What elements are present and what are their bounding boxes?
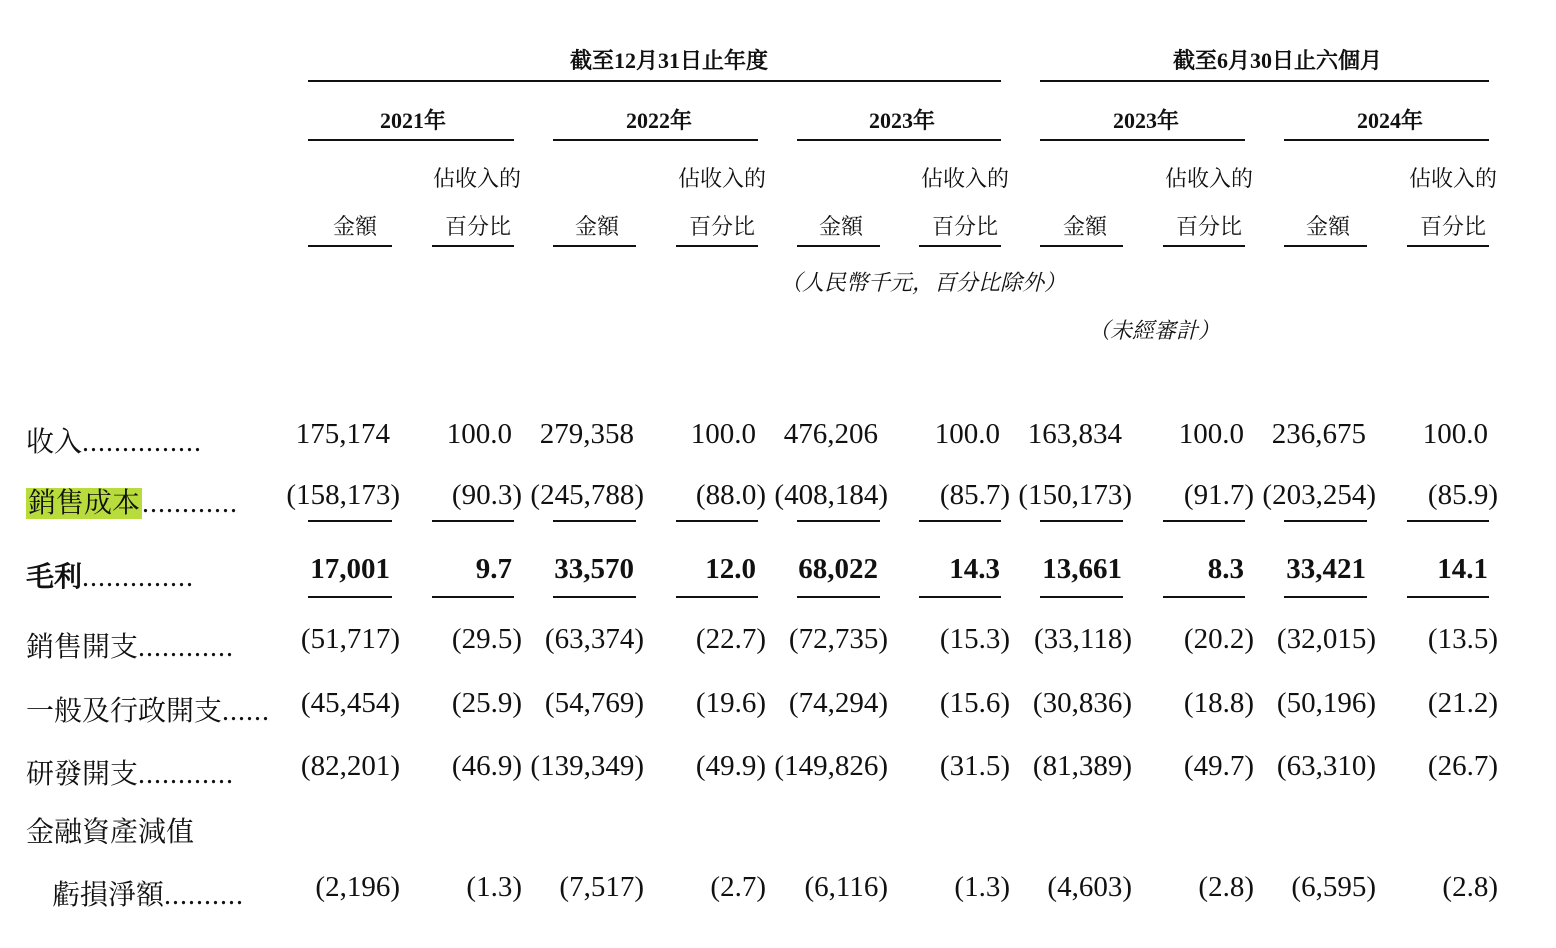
table-cell: 33,570 — [554, 553, 634, 585]
gross-profit-rule — [1163, 596, 1245, 598]
table-cell: (203,254) — [1262, 479, 1376, 511]
table-cell: 12.0 — [705, 553, 756, 585]
table-cell: (25.9) — [451, 687, 522, 719]
subheader-rule — [308, 245, 392, 247]
table-cell: (46.9) — [451, 750, 522, 782]
table-cell: (158,173) — [286, 479, 400, 511]
table-cell: (2.8) — [1442, 871, 1498, 903]
table-cell: (1.3) — [954, 871, 1010, 903]
amount-header: 金額 — [333, 214, 378, 239]
subtotal-rule — [553, 520, 636, 522]
table-cell: (15.6) — [939, 687, 1010, 719]
pct-header-line2: 百分比 — [689, 214, 756, 239]
amount-header: 金額 — [575, 214, 620, 239]
pct-header-line1: 佔收入的 — [1409, 166, 1498, 191]
gross-profit-rule — [676, 596, 758, 598]
table-cell: (85.9) — [1427, 479, 1498, 511]
table-cell: (13.5) — [1427, 623, 1498, 655]
subtotal-rule — [919, 520, 1001, 522]
gross-profit-rule — [919, 596, 1001, 598]
gross-profit-rule — [1407, 596, 1489, 598]
table-cell: (1.3) — [466, 871, 522, 903]
table-cell: (139,349) — [530, 750, 644, 782]
table-cell: (20.2) — [1183, 623, 1254, 655]
table-cell: 175,174 — [295, 418, 390, 450]
gross-profit-rule — [553, 596, 636, 598]
gross-profit-rule — [432, 596, 514, 598]
group-rule-fiscal-year — [308, 80, 1001, 82]
table-cell: (2,196) — [315, 871, 400, 903]
table-cell: 236,675 — [1271, 418, 1366, 450]
table-cell: (88.0) — [695, 479, 766, 511]
table-cell: 68,022 — [798, 553, 878, 585]
table-cell: 476,206 — [783, 418, 878, 450]
table-cell: (408,184) — [774, 479, 888, 511]
group-title-fiscal-year: 截至12月31日止年度 — [570, 48, 769, 73]
subheader-rule — [676, 245, 758, 247]
currency-note: （人民幣千元，百分比除外） — [780, 270, 1067, 295]
table-cell: (90.3) — [451, 479, 522, 511]
table-cell: 17,001 — [310, 553, 390, 585]
table-cell: (85.7) — [939, 479, 1010, 511]
table-cell: (19.6) — [695, 687, 766, 719]
unaudited-note: （未經審計） — [1088, 318, 1221, 343]
table-cell: 14.1 — [1437, 553, 1488, 585]
table-cell: (30,836) — [1032, 687, 1132, 719]
subtotal-rule — [676, 520, 758, 522]
table-cell: (50,196) — [1276, 687, 1376, 719]
gross-profit-rule — [1040, 596, 1123, 598]
year-header-2022: 2022年 — [626, 108, 693, 133]
pct-header-line1: 佔收入的 — [433, 166, 522, 191]
group-rule-six-months — [1040, 80, 1489, 82]
table-cell: 8.3 — [1207, 553, 1244, 585]
subheader-rule — [1163, 245, 1245, 247]
subheader-rule — [1284, 245, 1367, 247]
table-cell: 100.0 — [1178, 418, 1244, 450]
subheader-rule — [1407, 245, 1489, 247]
table-cell: (51,717) — [300, 623, 400, 655]
row-label-gross-profit: 毛利.............. — [26, 562, 195, 593]
pct-header-line2: 百分比 — [932, 214, 999, 239]
year-rule — [1040, 139, 1245, 141]
table-cell: (6,595) — [1291, 871, 1376, 903]
row-label-revenue: 收入............... — [26, 427, 203, 458]
subheader-rule — [919, 245, 1001, 247]
table-cell: (33,118) — [1034, 623, 1132, 655]
table-cell: (31.5) — [939, 750, 1010, 782]
row-label-impairment-line1: 金融資產減值 — [26, 817, 195, 848]
year-rule — [308, 139, 514, 141]
table-cell: (21.2) — [1427, 687, 1498, 719]
year-rule — [797, 139, 1001, 141]
group-title-six-months: 截至6月30日止六個月 — [1173, 48, 1383, 73]
subtotal-rule — [797, 520, 880, 522]
amount-header: 金額 — [1063, 214, 1108, 239]
subtotal-rule — [432, 520, 514, 522]
row-label-impairment-line2: 虧損淨額.......... — [52, 880, 245, 911]
subheader-rule — [797, 245, 880, 247]
table-cell: (22.7) — [695, 623, 766, 655]
pct-header-line1: 佔收入的 — [921, 166, 1010, 191]
table-cell: (2.8) — [1198, 871, 1254, 903]
amount-header: 金額 — [1306, 214, 1351, 239]
year-rule — [1284, 139, 1489, 141]
table-cell: (4,603) — [1047, 871, 1132, 903]
table-cell: 33,421 — [1286, 553, 1366, 585]
table-cell: 100.0 — [446, 418, 512, 450]
year-header-2024-h1: 2024年 — [1357, 108, 1424, 133]
pct-header-line1: 佔收入的 — [1165, 166, 1254, 191]
row-label-cost-of-sales: 銷售成本............ — [28, 488, 239, 519]
table-cell: (45,454) — [300, 687, 400, 719]
table-cell: (32,015) — [1276, 623, 1376, 655]
highlight-mark: 銷售成本 — [28, 488, 141, 519]
table-cell: (91.7) — [1183, 479, 1254, 511]
table-cell: 9.7 — [475, 553, 512, 585]
row-label-rd-expenses: 研發開支............ — [26, 759, 235, 790]
gross-profit-rule — [797, 596, 880, 598]
table-cell: (54,769) — [544, 687, 644, 719]
table-cell: 100.0 — [1422, 418, 1488, 450]
pct-header-line2: 百分比 — [1176, 214, 1243, 239]
table-cell: (72,735) — [788, 623, 888, 655]
table-cell: (49.7) — [1183, 750, 1254, 782]
gross-profit-rule — [1284, 596, 1367, 598]
subheader-rule — [553, 245, 636, 247]
amount-header: 金額 — [819, 214, 864, 239]
table-cell: (18.8) — [1183, 687, 1254, 719]
year-header-2023-h1: 2023年 — [1113, 108, 1180, 133]
subtotal-rule — [308, 520, 392, 522]
table-cell: (63,374) — [544, 623, 644, 655]
table-cell: (82,201) — [300, 750, 400, 782]
year-header-2023: 2023年 — [869, 108, 936, 133]
table-cell: (7,517) — [559, 871, 644, 903]
subtotal-rule — [1040, 520, 1123, 522]
subtotal-rule — [1163, 520, 1245, 522]
pct-header-line1: 佔收入的 — [678, 166, 767, 191]
row-label-selling-expenses: 銷售開支............ — [26, 632, 235, 663]
table-cell: (150,173) — [1018, 479, 1132, 511]
table-cell: (15.3) — [939, 623, 1010, 655]
subtotal-rule — [1284, 520, 1367, 522]
year-header-2021: 2021年 — [380, 108, 447, 133]
table-cell: (6,116) — [804, 871, 888, 903]
table-cell: (2.7) — [710, 871, 766, 903]
table-cell: (74,294) — [788, 687, 888, 719]
table-cell: (245,788) — [530, 479, 644, 511]
table-cell: 279,358 — [539, 418, 634, 450]
subheader-rule — [432, 245, 514, 247]
pct-header-line2: 百分比 — [1420, 214, 1487, 239]
subheader-rule — [1040, 245, 1123, 247]
table-cell: (49.9) — [695, 750, 766, 782]
table-cell: 13,661 — [1042, 553, 1122, 585]
table-cell: 100.0 — [690, 418, 756, 450]
pct-header-line2: 百分比 — [445, 214, 512, 239]
table-cell: 14.3 — [949, 553, 1000, 585]
table-cell: 163,834 — [1027, 418, 1122, 450]
subtotal-rule — [1407, 520, 1489, 522]
table-cell: (81,389) — [1032, 750, 1132, 782]
table-cell: (29.5) — [451, 623, 522, 655]
row-label-admin-expenses: 一般及行政開支...... — [26, 696, 271, 727]
year-rule — [553, 139, 758, 141]
table-cell: (149,826) — [774, 750, 888, 782]
table-cell: (26.7) — [1427, 750, 1498, 782]
gross-profit-rule — [308, 596, 392, 598]
table-cell: (63,310) — [1276, 750, 1376, 782]
table-cell: 100.0 — [934, 418, 1000, 450]
